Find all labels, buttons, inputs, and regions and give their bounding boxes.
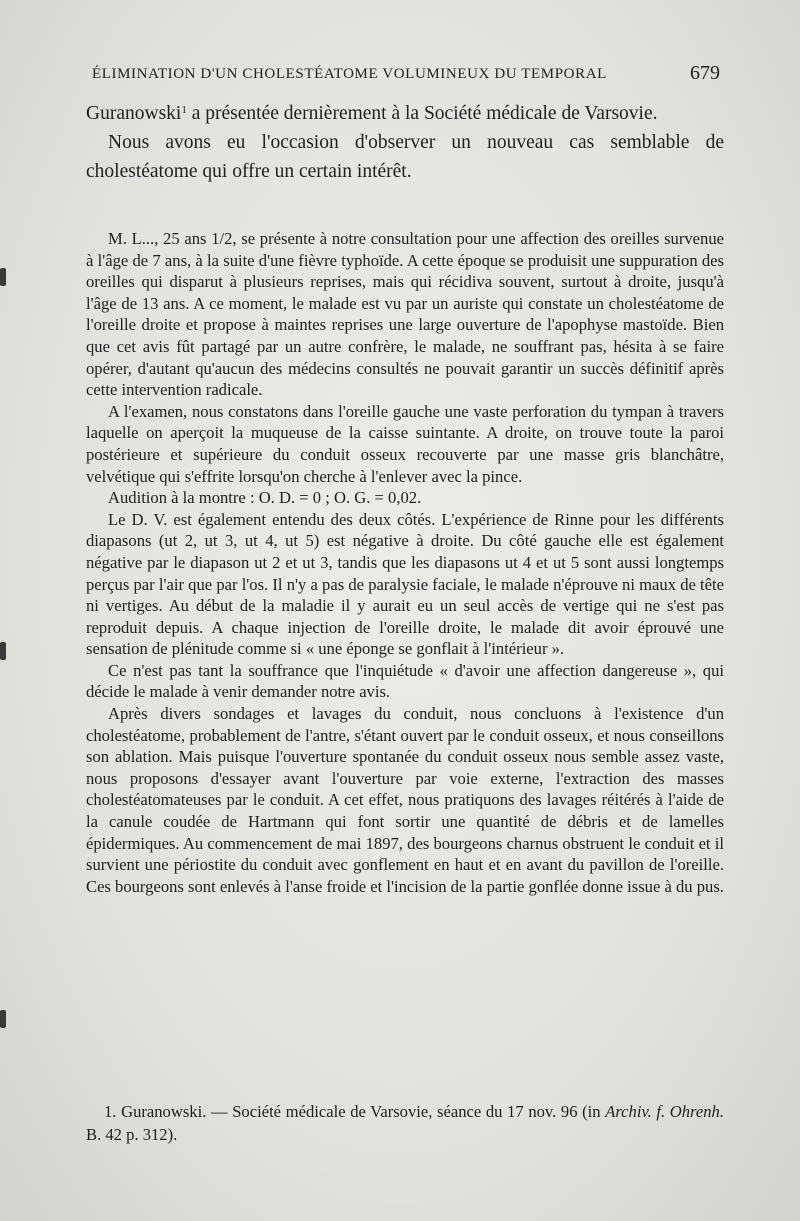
footnote-number: 1. [104, 1102, 117, 1121]
footnote-text [86, 1100, 724, 1146]
footnote-citation: Guranowski. — Société médicale de Varsovie, séance du 17 nov. 96 (in [116, 1102, 606, 1121]
body-paragraph: M. L..., 25 ans 1/2, se présente à notre consultation pour une affection des oreilles survenue à l'âge de 7 ans, à la suite d'une fièvre typhoïde. A cette époque se produisit une suppuration des oreilles qui disparut à plusieurs reprises, mais qui récidiva souvent, surtout à droite, jusqu'à l'âge de 13 ans. A ce moment, le malade est vu par un auriste qui constate un cholestéatome de l'oreille droite et propose à maintes reprises une large ouverture de l'apophyse mastoïde. Bien que cet avis fût partagé par un autre confrère, le malade, ne souffrant pas, hésita à se faire opérer, d'autant qu'aucun des médecins consultés ne pouvait garantir un succès définitif après cette intervention radicale. [86, 229, 724, 400]
footnote [86, 1100, 724, 1146]
running-title: ÉLIMINATION D'UN CHOLESTÉATOME VOLUMINEUX DU TEMPORAL [92, 66, 607, 82]
body-paragraph: Après divers sondages et lavages du conduit, nous concluons à l'existence d'un cholestéatome, probablement de l'antre, s'étant ouvert par le conduit osseux, et nous conseillons son ablation. Mais puisque l'ouverture spontanée du conduit osseux nous semble assez vaste, nous proposons d'essayer avant l'ouverture par voie externe, l'extraction des masses cholestéatomateuses par le conduit. A cet effet, nous pratiquons des lavages réitérés à l'aide de la canule coudée de Hartmann qui font sortir une quantité de débris et de lamelles épidermiques. Au commencement de mai 1897, des bourgeons charnus obstruent le conduit et il survient une périostite du conduit avec gonflement en haut et en avant du pavillon de l'oreille. Ces bourgeons sont enlevés à l'anse froide et l'incision de la partie gonflée donne issue à du pus. [86, 704, 724, 896]
journal-title: Archiv. f. Ohrenh. [605, 1102, 724, 1121]
case-report [86, 228, 724, 897]
page-edge-mark [0, 642, 6, 660]
intro-text [86, 96, 724, 186]
author-name: Guranowski [86, 103, 182, 124]
body-paragraph: Ce n'est pas tant la souffrance que l'inquiétude « d'avoir une affection dangereuse », qui décide le malade à venir demander notre avis. [86, 660, 724, 702]
footnote-ref: 1 [181, 104, 187, 116]
running-head [60, 62, 720, 86]
footnote-citation-end: B. 42 p. 312). [86, 1125, 178, 1144]
page-edge-mark [0, 268, 6, 286]
body-paragraph: Audition à la montre : O. D. = 0 ; O. G. = 0,02. [108, 488, 422, 508]
page-number: 679 [690, 62, 720, 84]
body-paragraph: A l'examen, nous constatons dans l'oreille gauche une vaste perforation du tympan à travers laquelle on aperçoit la muqueuse de la caisse suintante. A droite, on trouve toute la paroi postérieure et supérieure du conduit osseux recouverte par une masse gris blanchâtre, velvétique qui s'effrite lorsqu'on cherche à l'enlever avec la pince. [86, 401, 724, 486]
intro-paragraph [86, 96, 724, 128]
intro-paragraph-text: a présentée dernièrement à la Société médicale de Varsovie. [186, 103, 658, 124]
page-edge-mark [0, 1010, 6, 1028]
body-paragraph: Le D. V. est également entendu des deux côtés. L'expérience de Rinne pour les différents diapasons (ut 2, ut 3, ut 4, ut 5) est négative à droite. Du côté gauche elle est également négative par le diapason ut 2 et ut 3, tandis que les diapasons ut 4 et ut 5 sont aussi longtemps perçus par l'air que par l'os. Il n'y a pas de paralysie faciale, le malade n'éprouve ni maux de tête ni vertiges. Au début de la maladie il y aurait eu un seul accès de vertige qui ne s'est pas reproduit depuis. A chaque injection de l'oreille droite, le malade dit avoir éprouvé une sensation de plénitude comme si « une éponge se gonflait à l'intérieur ». [86, 509, 724, 659]
intro-paragraph: Nous avons eu l'occasion d'observer un nouveau cas semblable de cholestéatome qui offre un certain intérêt. [86, 132, 724, 182]
